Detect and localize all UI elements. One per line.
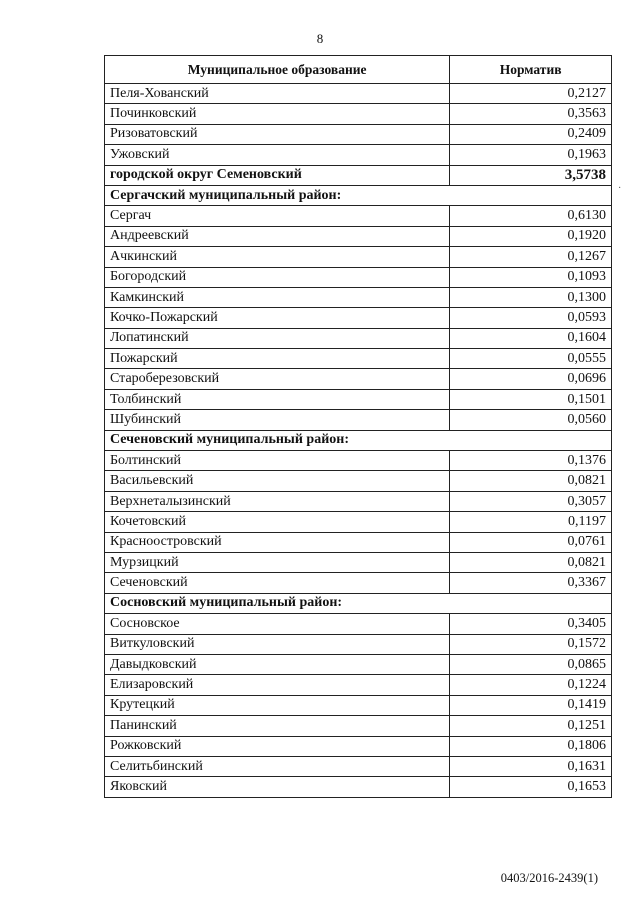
margin-mark: · [618, 183, 622, 194]
normative-value: 0,3057 [450, 491, 612, 511]
municipality-name: Болтинский [105, 451, 450, 471]
normative-value: 0,1631 [450, 756, 612, 776]
municipality-name: Мурзицкий [105, 552, 450, 572]
section-title: Сеченовский муниципальный район: [105, 430, 612, 450]
table-row [105, 389, 612, 409]
normative-value: 0,1572 [450, 634, 612, 654]
normative-value: 0,3367 [450, 573, 612, 593]
municipality-name: Пеля-Хованский [105, 84, 450, 104]
municipality-name: Андреевский [105, 226, 450, 246]
table-row [105, 308, 612, 328]
table-body [105, 84, 612, 798]
municipality-name: Ризоватовский [105, 124, 450, 144]
normative-value: 0,1197 [450, 512, 612, 532]
normative-value: 0,3563 [450, 104, 612, 124]
normative-value: 0,0821 [450, 471, 612, 491]
section-row [105, 430, 612, 450]
municipality-name: Красноостровский [105, 532, 450, 552]
table-row [105, 104, 612, 124]
municipality-name: Яковский [105, 777, 450, 797]
table-row [105, 124, 612, 144]
table-row [105, 573, 612, 593]
normative-value: 0,1419 [450, 695, 612, 715]
table-row [105, 145, 612, 165]
municipality-name: Шубинский [105, 410, 450, 430]
table-row [105, 267, 612, 287]
normative-value: 0,0761 [450, 532, 612, 552]
normative-value: 0,1604 [450, 328, 612, 348]
table-header [105, 56, 612, 84]
normative-value: 0,3405 [450, 614, 612, 634]
table-row [105, 491, 612, 511]
normative-value: 0,2409 [450, 124, 612, 144]
normative-value: 0,1224 [450, 675, 612, 695]
table-row [105, 287, 612, 307]
table-row [105, 654, 612, 674]
table-row [105, 552, 612, 572]
table-row [105, 675, 612, 695]
municipality-name: Починковский [105, 104, 450, 124]
table-row [105, 247, 612, 267]
municipality-name: Сергач [105, 206, 450, 226]
municipality-name: Кочко-Пожарский [105, 308, 450, 328]
normative-value: 0,1653 [450, 777, 612, 797]
municipality-name: Панинский [105, 716, 450, 736]
section-row [105, 185, 612, 205]
municipality-name: Сеченовский [105, 573, 450, 593]
municipality-name: Виткуловский [105, 634, 450, 654]
column-header-municipality: Муниципальное образование [105, 56, 450, 84]
municipality-name: Васильевский [105, 471, 450, 491]
normative-value: 0,6130 [450, 206, 612, 226]
table-row [105, 410, 612, 430]
table-row [105, 777, 612, 797]
municipality-name: Верхнеталызинский [105, 491, 450, 511]
table-row [105, 695, 612, 715]
normative-value: 0,1501 [450, 389, 612, 409]
total-row [105, 165, 612, 185]
table-row [105, 756, 612, 776]
page-number: 8 [316, 31, 324, 46]
document-code: 0403/2016-2439(1) [500, 871, 598, 885]
normative-value: 0,0865 [450, 654, 612, 674]
section-title: Сосновский муниципальный район: [105, 593, 612, 613]
table-row [105, 451, 612, 471]
municipality-name: Кочетовский [105, 512, 450, 532]
section-row [105, 593, 612, 613]
normative-value: 0,1251 [450, 716, 612, 736]
table-row [105, 716, 612, 736]
municipality-name: Ужовский [105, 145, 450, 165]
municipality-name: Пожарский [105, 349, 450, 369]
table-row [105, 512, 612, 532]
normative-value: 0,0555 [450, 349, 612, 369]
municipality-name: Богородский [105, 267, 450, 287]
normative-value: 0,2127 [450, 84, 612, 104]
table-row [105, 226, 612, 246]
normative-table [104, 55, 612, 798]
table-row [105, 471, 612, 491]
table-row [105, 369, 612, 389]
table-row [105, 634, 612, 654]
normative-value: 0,0593 [450, 308, 612, 328]
municipality-name: Рожковский [105, 736, 450, 756]
municipality-name: Давыдковский [105, 654, 450, 674]
table-header-row [105, 56, 612, 84]
table-row [105, 614, 612, 634]
normative-value: 0,0696 [450, 369, 612, 389]
table-row [105, 349, 612, 369]
table-row [105, 328, 612, 348]
table-row [105, 84, 612, 104]
municipality-name: Ачкинский [105, 247, 450, 267]
normative-value: 0,1963 [450, 145, 612, 165]
normative-value: 0,1920 [450, 226, 612, 246]
municipality-name: Сосновское [105, 614, 450, 634]
table-row [105, 532, 612, 552]
municipality-name: Толбинский [105, 389, 450, 409]
municipality-name: Селитьбинский [105, 756, 450, 776]
normative-value: 3,5738 [450, 165, 612, 185]
normative-value: 0,0821 [450, 552, 612, 572]
municipality-name: Староберезовский [105, 369, 450, 389]
municipality-name: Камкинский [105, 287, 450, 307]
section-title: Сергачский муниципальный район: [105, 185, 612, 205]
table-row [105, 736, 612, 756]
municipality-name: Елизаровский [105, 675, 450, 695]
municipality-name: Лопатинский [105, 328, 450, 348]
normative-value: 0,1093 [450, 267, 612, 287]
normative-value: 0,1300 [450, 287, 612, 307]
normative-value: 0,1376 [450, 451, 612, 471]
normative-value: 0,0560 [450, 410, 612, 430]
column-header-normative: Норматив [450, 56, 612, 84]
municipality-name: городской округ Семеновский [105, 165, 450, 185]
municipality-name: Крутецкий [105, 695, 450, 715]
table-row [105, 206, 612, 226]
normative-value: 0,1267 [450, 247, 612, 267]
normative-value: 0,1806 [450, 736, 612, 756]
